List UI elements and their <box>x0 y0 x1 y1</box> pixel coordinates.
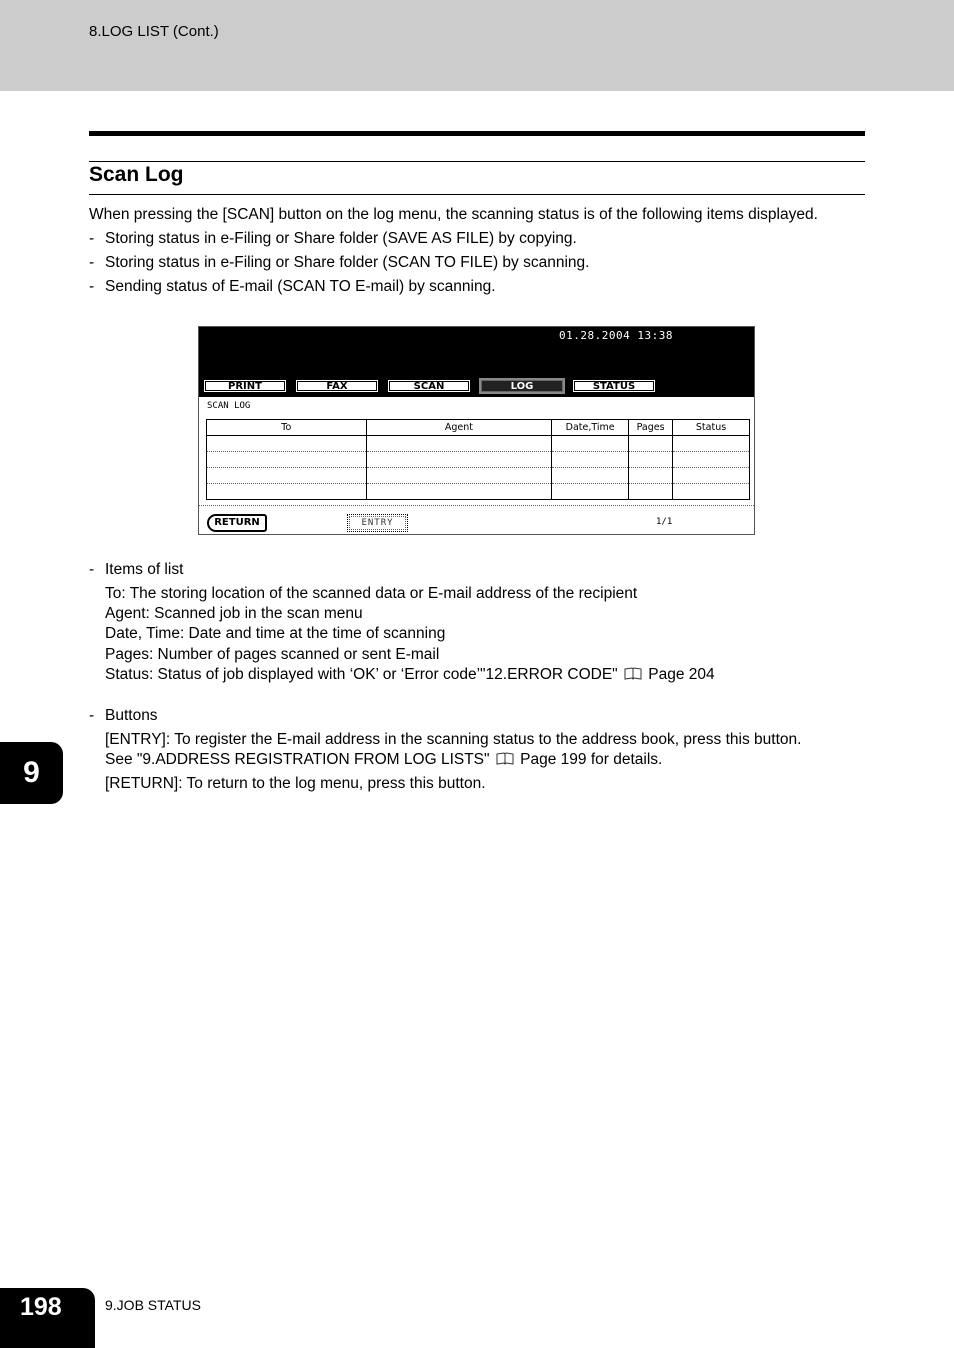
section-top-rule <box>89 131 865 136</box>
book-reference-icon <box>496 752 514 771</box>
book-reference-icon <box>624 667 642 686</box>
intro-paragraph: When pressing the [SCAN] button on the log menu, the scanning status is of the following items displayed. <box>89 206 818 223</box>
items-heading: - Items of list <box>89 561 184 578</box>
column-header-to: To <box>207 420 367 436</box>
table-header-row <box>207 420 750 436</box>
column-header-pages: Pages <box>629 420 673 436</box>
screen-datetime: 01.28.2004 13:38 <box>559 329 673 342</box>
item-description: To: The storing location of the scanned data or E-mail address of the recipient <box>105 585 638 602</box>
scan-log-screen <box>198 326 755 535</box>
entry-button[interactable]: ENTRY <box>347 514 408 532</box>
screen-divider <box>199 505 755 506</box>
footer-chapter-title: 9.JOB STATUS <box>105 1297 201 1313</box>
table-row[interactable] <box>207 452 750 468</box>
title-top-rule <box>89 161 865 162</box>
column-header-status: Status <box>673 420 750 436</box>
page-number: 198 <box>20 1293 62 1321</box>
title-bottom-rule <box>89 194 865 195</box>
screen-header-bar <box>199 327 755 397</box>
tab-scan[interactable]: SCAN <box>386 378 472 394</box>
item-description: Status: Status of job displayed with ‘OK’ or ‘Error code’"12.ERROR CODE" Page 204 <box>105 666 715 686</box>
scan-log-table <box>206 419 750 500</box>
column-header-date-time: Date,Time <box>552 420 629 436</box>
page-number-box <box>0 1288 95 1348</box>
bullet-item: - Sending status of E-mail (SCAN TO E-mail) by scanning. <box>89 278 496 295</box>
buttons-heading: - Buttons <box>89 707 158 724</box>
page-indicator: 1/1 <box>656 517 673 527</box>
tab-log[interactable]: LOG <box>479 378 565 394</box>
table-row[interactable] <box>207 484 750 500</box>
item-description: Date, Time: Date and time at the time of scanning <box>105 625 446 642</box>
return-button[interactable]: RETURN <box>207 514 267 532</box>
see-reference: See "9.ADDRESS REGISTRATION FROM LOG LISTS" Page 199 for details. <box>105 751 662 771</box>
bullet-item: - Storing status in e-Filing or Share folder (SAVE AS FILE) by copying. <box>89 230 577 247</box>
table-row[interactable] <box>207 436 750 452</box>
header-band <box>0 0 954 91</box>
return-description: [RETURN]: To return to the log menu, press this button. <box>105 775 486 792</box>
column-header-agent: Agent <box>366 420 552 436</box>
item-description: Agent: Scanned job in the scan menu <box>105 605 363 622</box>
item-description: Pages: Number of pages scanned or sent E-mail <box>105 646 440 663</box>
chapter-tab: 9 <box>0 742 63 804</box>
tab-print[interactable]: PRINT <box>202 378 288 394</box>
bullet-item: - Storing status in e-Filing or Share folder (SCAN TO FILE) by scanning. <box>89 254 590 271</box>
table-row[interactable] <box>207 468 750 484</box>
entry-description: [ENTRY]: To register the E-mail address in the scanning status to the address book, press this button. <box>105 731 802 748</box>
tab-status[interactable]: STATUS <box>571 378 657 394</box>
section-title: Scan Log <box>89 163 184 186</box>
scan-log-label: SCAN LOG <box>207 401 251 411</box>
tab-fax[interactable]: FAX <box>294 378 380 394</box>
header-title: 8.LOG LIST (Cont.) <box>89 23 219 40</box>
